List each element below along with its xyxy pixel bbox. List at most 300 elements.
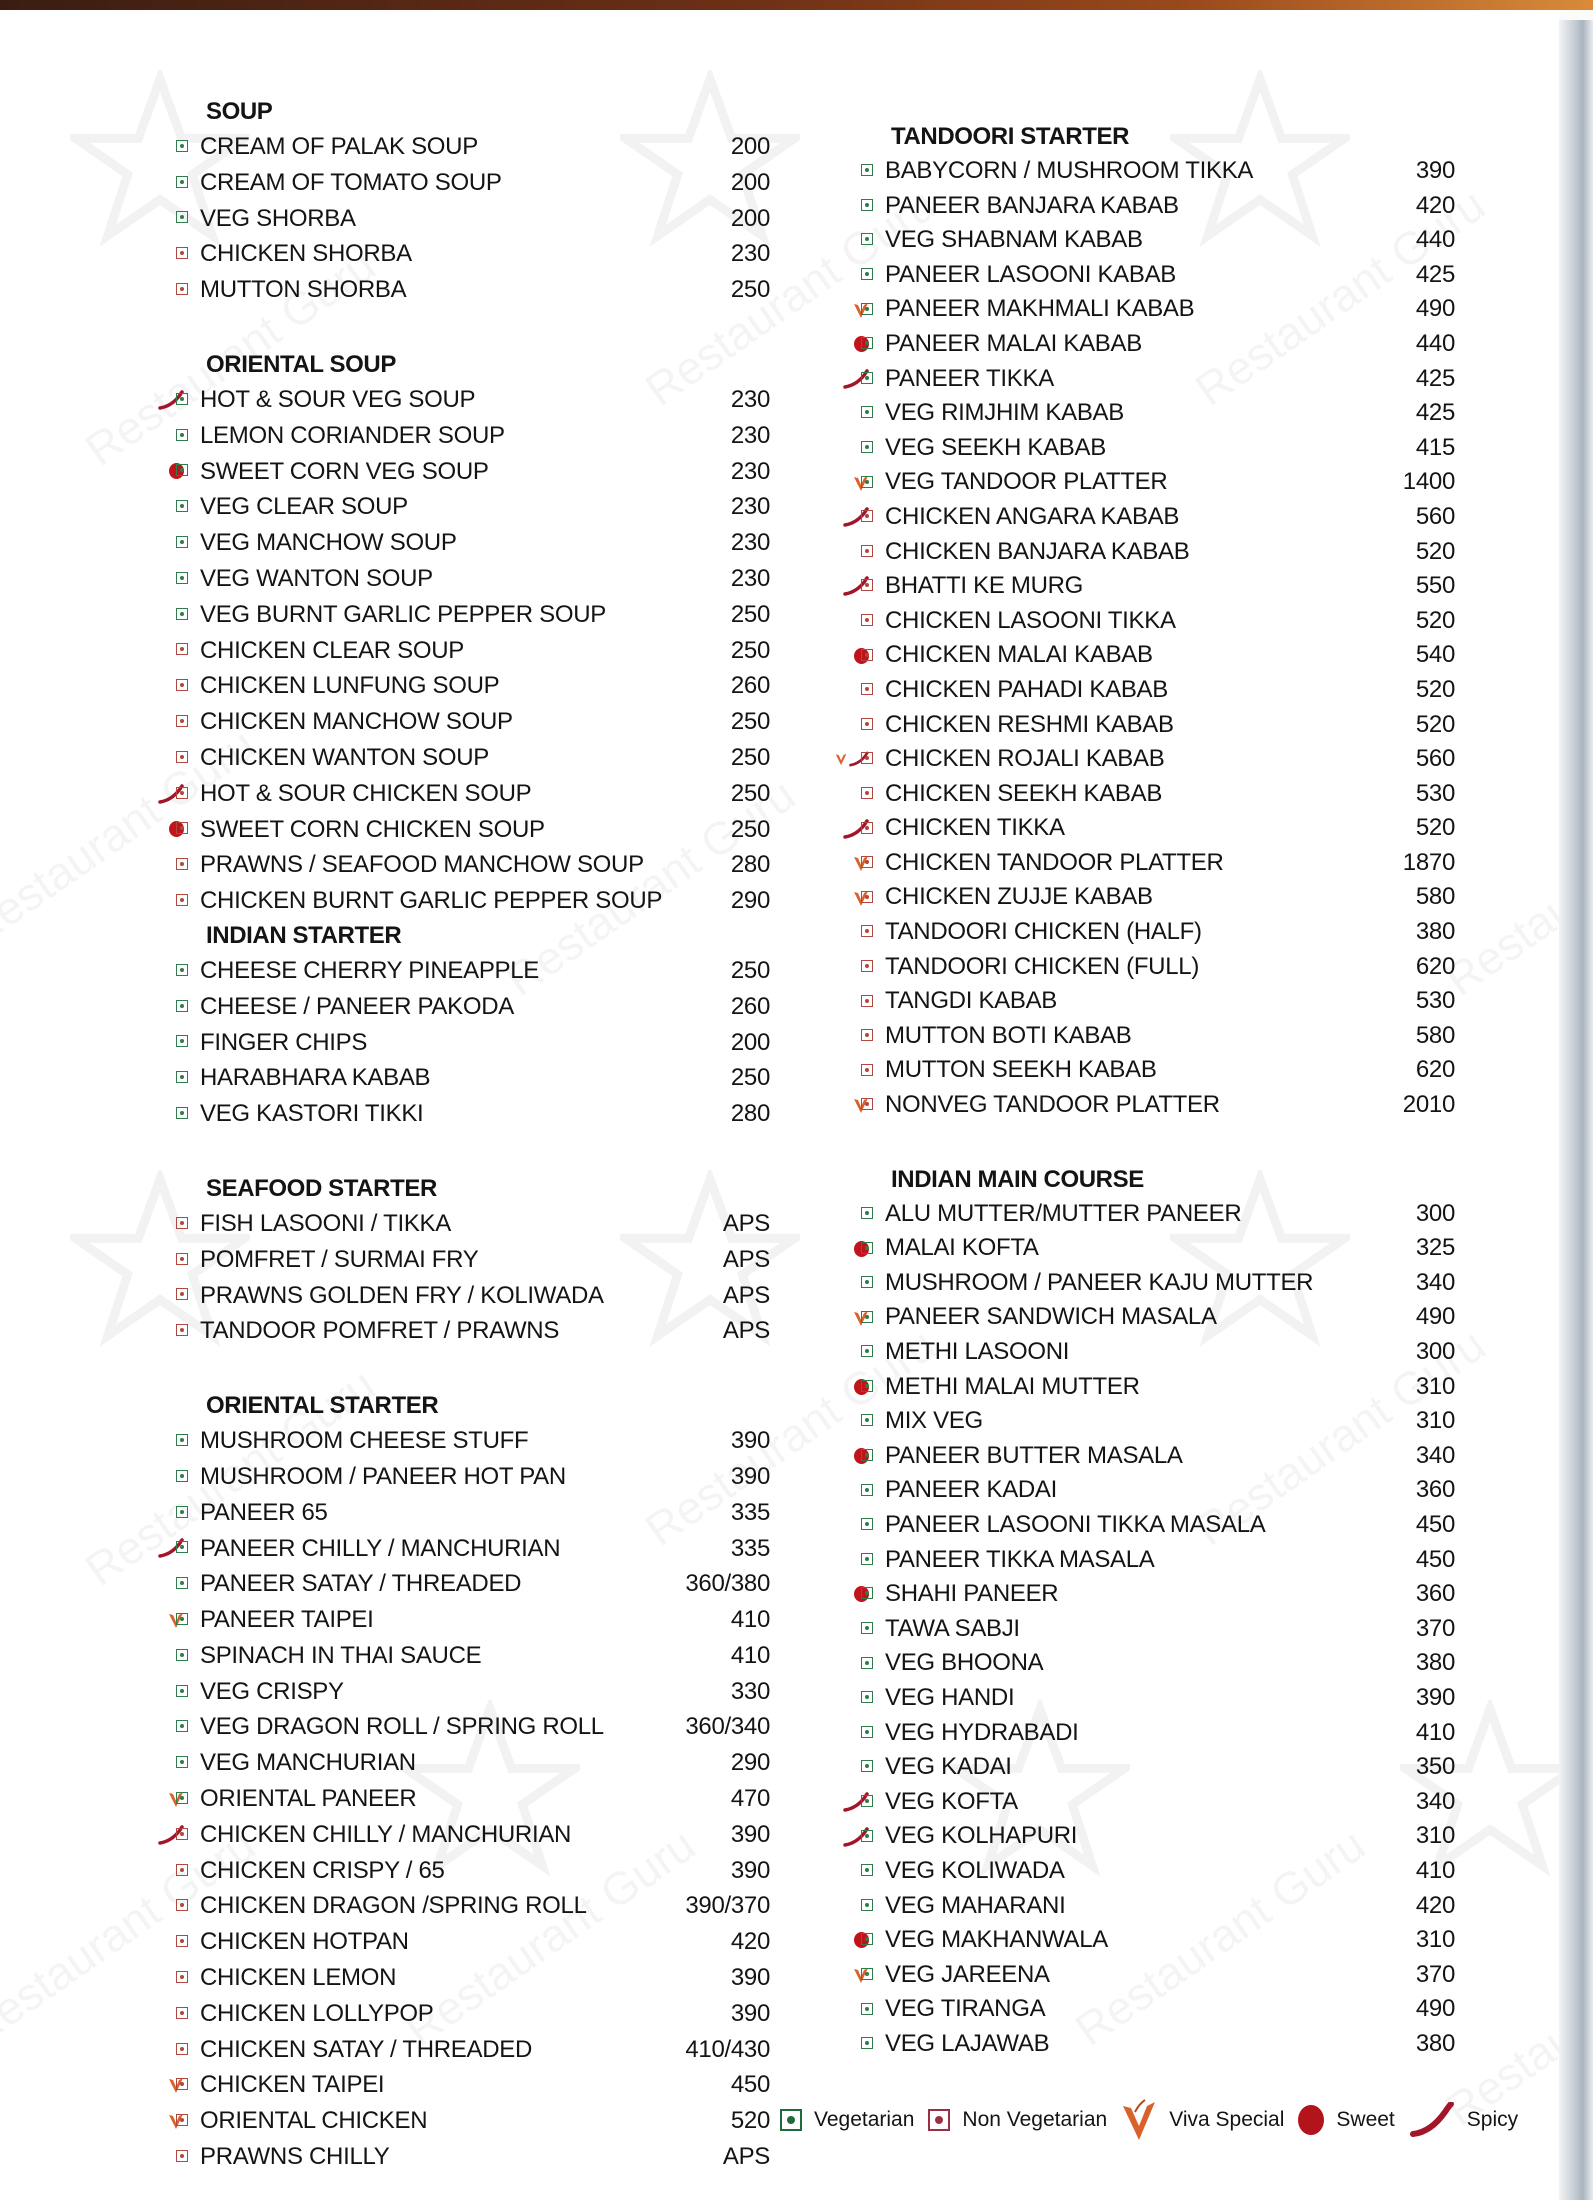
menu-item (150, 201, 770, 237)
menu-item (835, 811, 1455, 846)
menu-item (150, 776, 770, 812)
item-price: 250 (730, 636, 770, 664)
item-name: CHICKEN ZUJJE KABAB (885, 883, 1153, 911)
item-price: 335 (730, 1534, 770, 1562)
item-price: 540 (1415, 641, 1455, 669)
item-price: 335 (730, 1498, 770, 1526)
item-name: VEG HYDRABADI (885, 1718, 1079, 1746)
menu-item (150, 129, 770, 165)
menu-item (835, 1019, 1455, 1054)
item-name: MUSHROOM / PANEER KAJU MUTTER (885, 1268, 1314, 1296)
item-name: PRAWNS / SEAFOOD MANCHOW SOUP (200, 851, 644, 879)
menu-section-oriental-soup (150, 348, 770, 919)
item-price: 250 (730, 1064, 770, 1092)
veg-box-icon (861, 1760, 873, 1772)
item-name: CHICKEN DRAGON /SPRING ROLL (200, 1892, 587, 1920)
section-title: SEAFOOD STARTER (206, 1174, 437, 1202)
item-name: TAWA SABJI (885, 1614, 1020, 1642)
veg-box-icon (176, 1107, 188, 1119)
item-name: CHICKEN TIKKA (885, 814, 1065, 842)
item-price: 230 (730, 421, 770, 449)
menu-item (835, 2027, 1455, 2062)
item-price: 560 (1415, 745, 1455, 773)
menu-item (150, 418, 770, 454)
item-price: 200 (730, 1028, 770, 1056)
photo-right-edge (1559, 20, 1593, 2200)
item-price: 360/340 (685, 1713, 770, 1741)
veg-box-icon (176, 393, 188, 405)
sweet-icon (1298, 2105, 1324, 2135)
nonveg-box-icon (861, 510, 873, 522)
veg-box-icon (861, 337, 873, 349)
item-price: 230 (730, 457, 770, 485)
section-spacer (150, 1132, 770, 1172)
legend-item-vegetarian (780, 2108, 914, 2132)
nonveg-box-icon (176, 1864, 188, 1876)
item-price: 340 (1415, 1787, 1455, 1815)
menu-item (835, 1716, 1455, 1751)
menu-item (150, 1674, 770, 1710)
item-price: 330 (730, 1677, 770, 1705)
item-name: ORIENTAL CHICKEN (200, 2107, 428, 2135)
item-name: CHEESE / PANEER PAKODA (200, 992, 514, 1020)
menu-item (835, 1923, 1455, 1958)
item-price: 410 (730, 1641, 770, 1669)
menu-item (150, 740, 770, 776)
veg-box-icon (176, 1506, 188, 1518)
item-name: VEG KADAI (885, 1753, 1012, 1781)
item-price: APS (722, 1245, 770, 1273)
menu-item (835, 1197, 1455, 1232)
section-title: INDIAN STARTER (206, 921, 402, 949)
item-price: 410/430 (685, 2035, 770, 2063)
item-price: 250 (730, 600, 770, 628)
item-name: CHICKEN TANDOOR PLATTER (885, 848, 1224, 876)
menu-item (835, 1889, 1455, 1924)
legend (780, 2100, 1518, 2140)
item-name: PANEER LASOONI KABAB (885, 260, 1176, 288)
item-name: BABYCORN / MUSHROOM TIKKA (885, 157, 1254, 184)
item-price: 470 (730, 1785, 770, 1813)
menu-item (150, 1781, 770, 1817)
veg-box-icon (861, 1899, 873, 1911)
viva-special-icon (835, 750, 847, 768)
item-price: 1870 (1402, 848, 1455, 876)
veg-box-icon (861, 1968, 873, 1980)
nonveg-box-icon (861, 891, 873, 903)
item-name: VEG WANTON SOUP (200, 564, 433, 592)
menu-section-seafood-starter (150, 1172, 770, 1349)
veg-box-icon (780, 2109, 802, 2131)
menu-item (150, 382, 770, 418)
menu-item (150, 1242, 770, 1278)
item-name: VEG KOLIWADA (885, 1856, 1065, 1884)
menu-item (835, 327, 1455, 362)
item-price: 425 (1415, 364, 1455, 392)
nonveg-box-icon (176, 787, 188, 799)
item-name: VEG SHABNAM KABAB (885, 226, 1143, 254)
menu-item (150, 1459, 770, 1495)
menu-item (150, 812, 770, 848)
menu-item (835, 604, 1455, 639)
item-name: PANEER CHILLY / MANCHURIAN (200, 1534, 561, 1562)
item-name: VEG KOLHAPURI (885, 1822, 1078, 1850)
item-name: PANEER TIKKA MASALA (885, 1545, 1155, 1573)
item-name: METHI MALAI MUTTER (885, 1372, 1140, 1400)
item-price: 425 (1415, 399, 1455, 427)
item-name: FISH LASOONI / TIKKA (200, 1209, 451, 1237)
item-price: APS (722, 2143, 770, 2171)
nonveg-box-icon (861, 579, 873, 591)
menu-item (835, 1053, 1455, 1088)
item-price: 450 (1415, 1510, 1455, 1538)
menu-item (835, 292, 1455, 327)
item-name: PANEER SATAY / THREADED (200, 1570, 522, 1598)
item-price: 390 (730, 1462, 770, 1490)
veg-box-icon (176, 536, 188, 548)
nonveg-box-icon (176, 643, 188, 655)
item-price: 250 (730, 708, 770, 736)
menu-item (835, 1088, 1455, 1123)
item-name: VEG BURNT GARLIC PEPPER SOUP (200, 600, 606, 628)
veg-box-icon (861, 1449, 873, 1461)
menu-item (835, 742, 1455, 777)
veg-box-icon (861, 1587, 873, 1599)
item-name: PANEER KADAI (885, 1476, 1058, 1504)
item-price: 360/380 (685, 1570, 770, 1598)
item-name: CHICKEN PAHADI KABAB (885, 675, 1168, 703)
item-price: 410 (730, 1606, 770, 1634)
veg-box-icon (176, 572, 188, 584)
legend-label: Sweet (1336, 2108, 1395, 2131)
item-name: SHAHI PANEER (885, 1580, 1059, 1608)
menu-item (835, 1404, 1455, 1439)
item-price: 340 (1415, 1441, 1455, 1469)
item-price: 450 (730, 2071, 770, 2099)
item-price: 390 (730, 1964, 770, 1992)
item-name: CHICKEN BANJARA KABAB (885, 537, 1190, 565)
menu-section-soup (150, 95, 770, 308)
item-name: VEG HANDI (885, 1683, 1015, 1711)
menu-item (835, 362, 1455, 397)
item-name: PANEER MAKHMALI KABAB (885, 295, 1195, 323)
spicy-chili-icon (1409, 2102, 1455, 2138)
veg-box-icon (861, 1345, 873, 1357)
item-name: CHICKEN BURNT GARLIC PEPPER SOUP (200, 887, 663, 915)
menu-item (150, 1531, 770, 1567)
veg-box-icon (176, 1720, 188, 1732)
menu-column-left (150, 95, 770, 2175)
item-name: TANDOORI CHICKEN (FULL) (885, 952, 1200, 980)
item-price: 560 (1415, 502, 1455, 530)
menu-item (835, 1681, 1455, 1716)
nonveg-box-icon (176, 2043, 188, 2055)
item-name: FINGER CHIPS (200, 1028, 368, 1056)
veg-box-icon (861, 1553, 873, 1565)
nonveg-box-icon (176, 822, 188, 834)
menu-item (835, 1335, 1455, 1370)
item-name: VEG TIRANGA (885, 1995, 1046, 2023)
veg-box-icon (861, 1830, 873, 1842)
item-price: 310 (1415, 1822, 1455, 1850)
menu-item (835, 535, 1455, 570)
item-price: 420 (730, 1928, 770, 1956)
nonveg-box-icon (176, 1971, 188, 1983)
item-price: 380 (1415, 918, 1455, 946)
nonveg-box-icon (176, 2114, 188, 2126)
item-price: 230 (730, 493, 770, 521)
item-name: PANEER BUTTER MASALA (885, 1441, 1183, 1469)
menu-item (835, 950, 1455, 985)
menu-item (150, 1060, 770, 1096)
item-name: CHEESE CHERRY PINEAPPLE (200, 956, 540, 984)
nonveg-box-icon (176, 751, 188, 763)
item-price: 200 (730, 204, 770, 232)
item-name: PANEER SANDWICH MASALA (885, 1303, 1217, 1331)
legend-item-sweet (1298, 2105, 1394, 2135)
nonveg-box-icon (861, 1098, 873, 1110)
menu-item (835, 154, 1455, 189)
item-price: 250 (730, 956, 770, 984)
nonveg-box-icon (176, 1217, 188, 1229)
item-name: CHICKEN WANTON SOUP (200, 743, 489, 771)
veg-box-icon (861, 1276, 873, 1288)
item-name: MUTTON BOTI KABAB (885, 1021, 1132, 1049)
legend-item-spicy (1409, 2102, 1518, 2138)
menu-item (835, 708, 1455, 743)
nonveg-box-icon (176, 1935, 188, 1947)
nonveg-box-icon (176, 1288, 188, 1300)
item-price: 380 (1415, 2029, 1455, 2057)
veg-box-icon (861, 1795, 873, 1807)
veg-box-icon (861, 1380, 873, 1392)
item-price: 200 (730, 133, 770, 160)
item-price: 520 (730, 2107, 770, 2135)
veg-box-icon (176, 608, 188, 620)
item-name: VEG RIMJHIM KABAB (885, 399, 1124, 427)
item-price: 450 (1415, 1545, 1455, 1573)
item-price: 390/370 (685, 1892, 770, 1920)
item-name: CHICKEN LASOONI TIKKA (885, 606, 1176, 634)
item-name: CREAM OF TOMATO SOUP (200, 168, 502, 196)
nonveg-box-icon (861, 856, 873, 868)
item-price: 230 (730, 529, 770, 557)
item-price: 390 (1415, 1683, 1455, 1711)
photo-top-edge (0, 0, 1593, 10)
menu-item (150, 1025, 770, 1061)
item-price: 360 (1415, 1580, 1455, 1608)
veg-box-icon (176, 1613, 188, 1625)
menu-item (150, 1096, 770, 1132)
item-price: 260 (730, 992, 770, 1020)
veg-box-icon (176, 1685, 188, 1697)
item-price: 290 (730, 1749, 770, 1777)
menu-item (835, 1508, 1455, 1543)
item-name: VEG SHORBA (200, 204, 356, 232)
item-name: MUSHROOM / PANEER HOT PAN (200, 1462, 566, 1490)
menu-item (150, 1924, 770, 1960)
item-price: 520 (1415, 537, 1455, 565)
item-name: ALU MUTTER/MUTTER PANEER (885, 1199, 1242, 1227)
nonveg-box-icon (861, 683, 873, 695)
menu-item (150, 1996, 770, 2032)
item-name: SPINACH IN THAI SAUCE (200, 1641, 482, 1669)
item-name: CHICKEN LUNFUNG SOUP (200, 672, 500, 700)
item-price: 230 (730, 385, 770, 413)
menu-item (150, 1495, 770, 1531)
item-price: 550 (1415, 572, 1455, 600)
item-price: 350 (1415, 1753, 1455, 1781)
nonveg-box-icon (176, 894, 188, 906)
item-name: POMFRET / SURMAI FRY (200, 1245, 479, 1273)
nonveg-box-icon (176, 2007, 188, 2019)
item-price: 520 (1415, 710, 1455, 738)
veg-box-icon (176, 1071, 188, 1083)
item-name: TANGDI KABAB (885, 987, 1057, 1015)
item-price: 420 (1415, 191, 1455, 219)
nonveg-box-icon (176, 2150, 188, 2162)
veg-box-icon (176, 1035, 188, 1047)
item-name: VEG KOFTA (885, 1787, 1018, 1815)
nonveg-box-icon (861, 960, 873, 972)
item-price: 490 (1415, 295, 1455, 323)
legend-label: Spicy (1466, 2108, 1519, 2131)
menu-item (150, 2032, 770, 2068)
menu-item (835, 1266, 1455, 1301)
menu-item (835, 673, 1455, 708)
item-name: CHICKEN TAIPEI (200, 2071, 385, 2099)
menu-item (835, 1439, 1455, 1474)
item-price: 260 (730, 672, 770, 700)
nonveg-box-icon (176, 1324, 188, 1336)
veg-box-icon (861, 1242, 873, 1254)
veg-box-icon (861, 199, 873, 211)
menu-item (835, 1819, 1455, 1854)
veg-box-icon (861, 2037, 873, 2049)
item-name: CHICKEN SHORBA (200, 240, 412, 268)
item-name: VEG SEEKH KABAB (885, 433, 1106, 461)
veg-box-icon (861, 303, 873, 315)
item-name: CHICKEN CRISPY / 65 (200, 1856, 445, 1884)
menu-item (150, 236, 770, 272)
menu-section-oriental-starter (150, 1389, 770, 2175)
item-price: 390 (1415, 157, 1455, 184)
item-name: HARABHARA KABAB (200, 1064, 431, 1092)
item-price: 440 (1415, 329, 1455, 357)
item-name: VEG MANCHURIAN (200, 1749, 416, 1777)
menu-item (150, 1566, 770, 1602)
item-price: 415 (1415, 433, 1455, 461)
item-price: 620 (1415, 1056, 1455, 1084)
legend-label: Viva Special (1169, 2108, 1285, 2131)
item-price: 250 (730, 779, 770, 807)
section-title: INDIAN MAIN COURSE (891, 1165, 1144, 1193)
veg-box-icon (176, 1792, 188, 1804)
menu-item (835, 189, 1455, 224)
item-name: CHICKEN LEMON (200, 1964, 397, 1992)
menu-item (150, 847, 770, 883)
veg-box-icon (176, 211, 188, 223)
menu-item (835, 846, 1455, 881)
veg-box-icon (861, 2003, 873, 2015)
nonveg-box-icon (176, 1828, 188, 1840)
veg-box-icon (176, 1756, 188, 1768)
item-price: 310 (1415, 1926, 1455, 1954)
item-name: VEG LAJAWAB (885, 2029, 1050, 2057)
item-price: 370 (1415, 1614, 1455, 1642)
menu-item (150, 704, 770, 740)
item-name: MALAI KOFTA (885, 1234, 1039, 1262)
nonveg-box-icon (176, 2078, 188, 2090)
menu-item (835, 1231, 1455, 1266)
item-name: VEG JAREENA (885, 1960, 1050, 1988)
nonveg-box-icon (176, 1253, 188, 1265)
menu-item (150, 272, 770, 308)
menu-item (835, 258, 1455, 293)
menu-item (835, 465, 1455, 500)
item-name: TANDOOR POMFRET / PRAWNS (200, 1317, 560, 1345)
item-price: APS (722, 1317, 770, 1345)
item-name: CHICKEN MALAI KABAB (885, 641, 1153, 669)
item-name: VEG MAHARANI (885, 1891, 1066, 1919)
menu-item (835, 1785, 1455, 1820)
item-price: APS (722, 1209, 770, 1237)
veg-box-icon (861, 441, 873, 453)
item-name: MUTTON SEEKH KABAB (885, 1056, 1157, 1084)
item-name: SWEET CORN CHICKEN SOUP (200, 815, 545, 843)
menu-item (835, 1750, 1455, 1785)
menu-item (150, 165, 770, 201)
item-name: MUTTON SHORBA (200, 276, 407, 304)
item-name: PANEER BANJARA KABAB (885, 191, 1179, 219)
veg-box-icon (176, 1000, 188, 1012)
menu-section-indian-main-course (835, 1163, 1455, 2062)
item-price: 280 (730, 851, 770, 879)
item-price: 290 (730, 887, 770, 915)
menu-item (150, 2139, 770, 2175)
item-name: ORIENTAL PANEER (200, 1785, 417, 1813)
item-price: 410 (1415, 1856, 1455, 1884)
item-name: VEG DRAGON ROLL / SPRING ROLL (200, 1713, 604, 1741)
nonveg-box-icon (176, 247, 188, 259)
menu-item (835, 915, 1455, 950)
item-price: 250 (730, 815, 770, 843)
item-price: 230 (730, 564, 770, 592)
item-name: CREAM OF PALAK SOUP (200, 133, 478, 160)
item-name: HOT & SOUR VEG SOUP (200, 385, 476, 413)
menu-item (835, 638, 1455, 673)
veg-box-icon (861, 372, 873, 384)
menu-item (150, 2067, 770, 2103)
menu-item (150, 525, 770, 561)
menu-item (150, 953, 770, 989)
menu-item (835, 1543, 1455, 1578)
item-price: 390 (730, 1856, 770, 1884)
item-price: 580 (1415, 1021, 1455, 1049)
item-name: CHICKEN RESHMI KABAB (885, 710, 1174, 738)
menu-item (835, 880, 1455, 915)
item-price: 2010 (1402, 1091, 1455, 1119)
nonveg-box-icon (861, 995, 873, 1007)
item-price: 390 (730, 1820, 770, 1848)
nonveg-box-icon (861, 752, 873, 764)
menu-item (835, 396, 1455, 431)
veg-box-icon (861, 1207, 873, 1219)
item-name: VEG TANDOOR PLATTER (885, 468, 1168, 496)
menu-item (835, 1958, 1455, 1993)
item-name: CHICKEN SATAY / THREADED (200, 2035, 532, 2063)
viva-special-icon (1121, 2098, 1157, 2142)
